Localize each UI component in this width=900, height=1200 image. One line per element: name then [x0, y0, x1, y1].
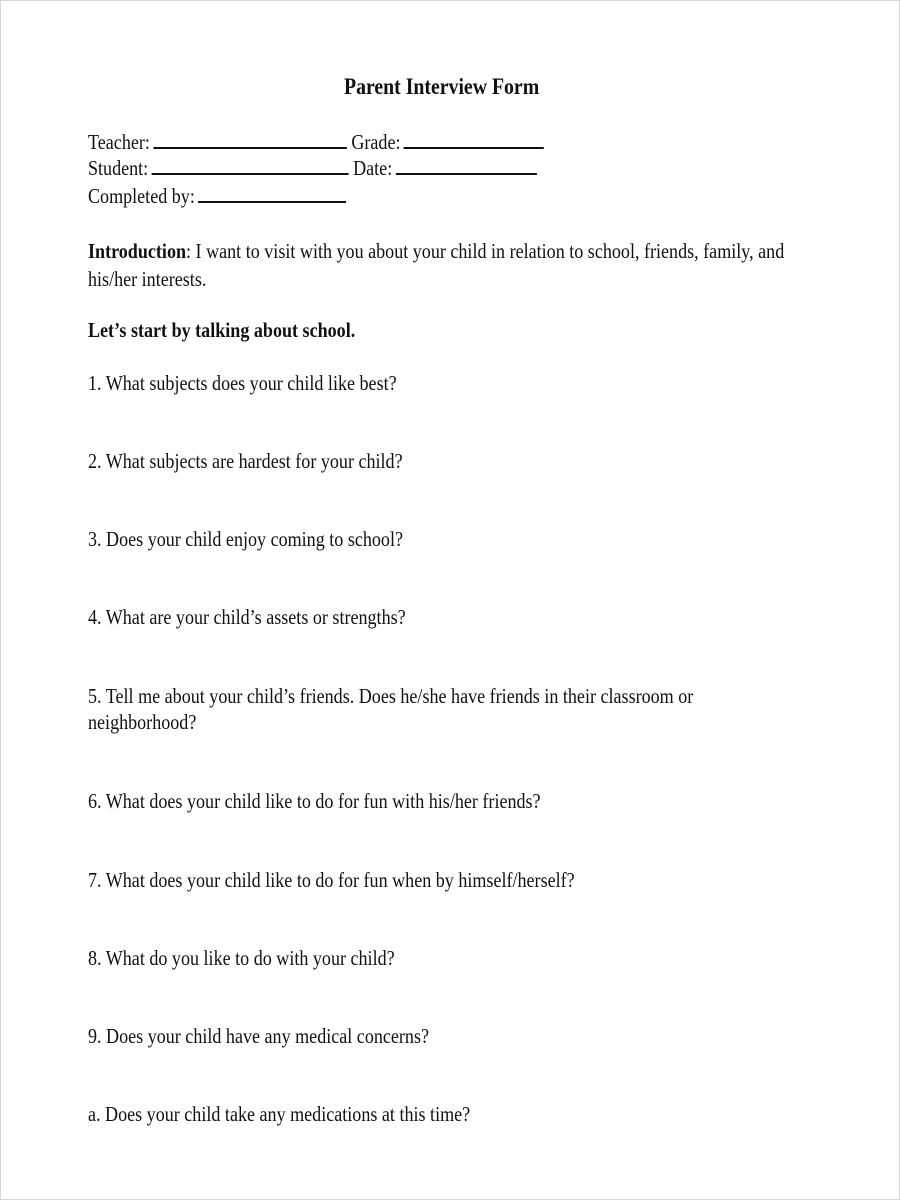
question-4: 4. What are your child’s assets or strengths?: [88, 605, 406, 629]
question-7: 7. What does your child like to do for fun when by himself/herself?: [88, 868, 575, 892]
date-label: Date:: [353, 156, 393, 180]
date-field[interactable]: [396, 171, 537, 175]
teacher-label: Teacher:: [88, 130, 150, 154]
question-3: 3. Does your child enjoy coming to school?: [88, 527, 404, 551]
page-title: Parent Interview Form: [344, 74, 540, 99]
introduction-line-2: his/her interests.: [88, 267, 207, 291]
completed-by-row: [88, 186, 346, 207]
grade-label: Grade:: [351, 130, 401, 154]
question-9a: a. Does your child take any medications at this time?: [88, 1102, 471, 1126]
completed-by-field[interactable]: [198, 199, 346, 203]
completed-by-label: Completed by:: [88, 184, 195, 208]
student-date-row: [88, 158, 537, 179]
grade-field[interactable]: [404, 145, 544, 149]
teacher-field[interactable]: [153, 145, 347, 149]
section-heading: Let’s start by talking about school.: [88, 318, 356, 342]
introduction-label: Introduction: [88, 239, 187, 263]
question-9: 9. Does your child have any medical concerns?: [88, 1024, 430, 1048]
introduction-line-1: [88, 241, 784, 262]
question-2: 2. What subjects are hardest for your child?: [88, 449, 403, 473]
question-6: 6. What does your child like to do for fun with his/her friends?: [88, 789, 541, 813]
question-1: 1. What subjects does your child like best?: [88, 371, 397, 395]
teacher-grade-row: [88, 132, 544, 153]
question-8: 8. What do you like to do with your child?: [88, 946, 395, 970]
student-label: Student:: [88, 156, 149, 180]
introduction-text: : I want to visit with you about your child in relation to school, friends, family, and: [186, 239, 785, 263]
question-5: 5. Tell me about your child’s friends. Does he/she have friends in their classroom or: [88, 684, 694, 708]
student-field[interactable]: [152, 171, 349, 175]
question-5-continued: neighborhood?: [88, 710, 197, 734]
